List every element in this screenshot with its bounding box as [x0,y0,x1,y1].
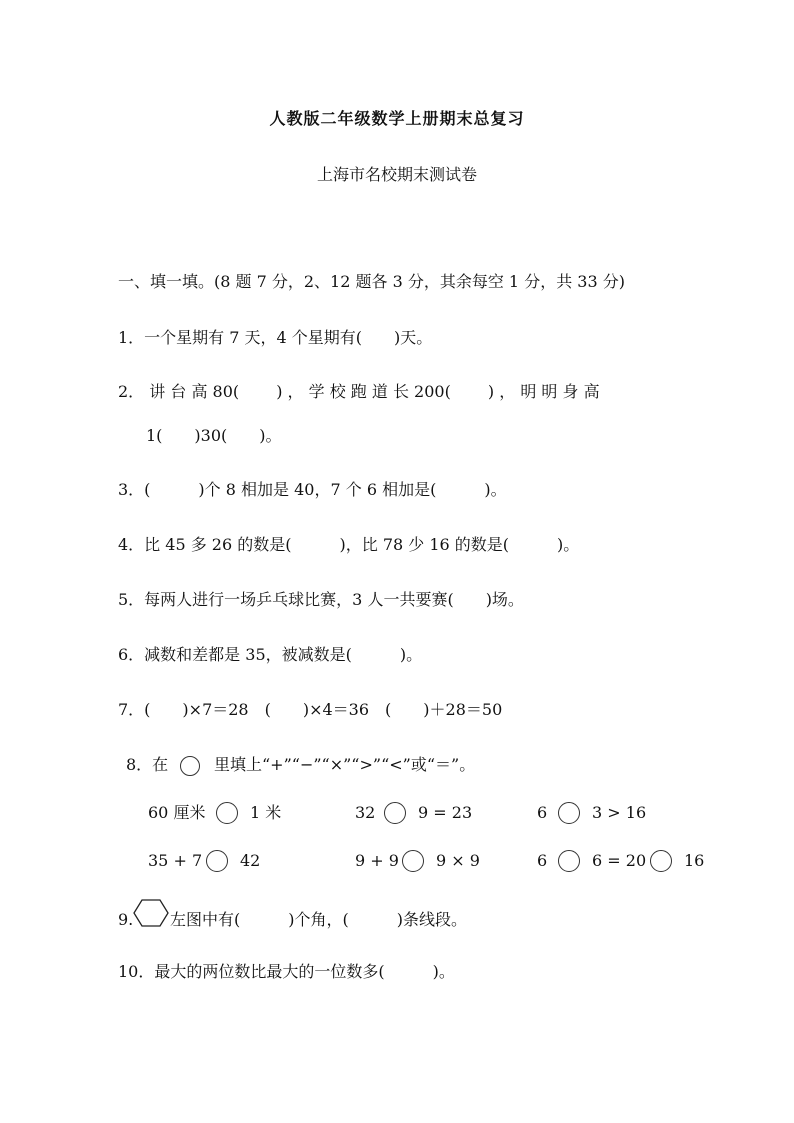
question-1: 1．一个星期有 7 天，4 个星期有( )天。 [118,328,433,347]
q8-r2-a-circle[interactable] [206,850,228,872]
question-10: 10．最大的两位数比最大的一位数多( )。 [118,962,455,981]
question-3: 3．( )个 8 相加是 40，7 个 6 相加是( )。 [118,480,507,499]
q8-r1-b-circle[interactable] [384,802,406,824]
q8-r1-a-left: 60 厘米 [148,803,206,822]
question-6: 6．减数和差都是 35，被减数是( )。 [118,645,423,664]
q8-r2-c-circle-1[interactable] [558,850,580,872]
q8-r2-a-left: 35 + 7 [148,851,203,870]
q8-r2-c-circle-2[interactable] [650,850,672,872]
question-5: 5．每两人进行一场乒乓球比赛，3 人一共要赛( )场。 [118,590,524,609]
q8-r2-b-left: 9 + 9 [355,851,399,870]
q8-r2-c-right: 16 [684,851,705,870]
q8-r2-b-right: 9 × 9 [436,851,480,870]
q8-r1-a-right: 1 米 [250,803,282,822]
q8-r2-b-circle[interactable] [402,850,424,872]
q8-r2-a-right: 42 [240,851,261,870]
question-9: 左图中有( )个角，( )条线段。 [170,910,467,929]
q8-r1-b-left: 32 [355,803,376,822]
question-7: 7．( )×7＝28 ( )×4＝36 ( )＋28＝50 [118,700,503,719]
q8-r2-c-mid: 6 = 20 [592,851,647,870]
q8-r1-c-circle[interactable] [558,802,580,824]
q8-r1-c-right: 3 > 16 [592,803,647,822]
question-2-line-2: 1( )30( )。 [146,426,282,445]
question-8-prefix: 8．在 [126,755,169,774]
question-9-number: 9. [118,910,134,929]
q8-r1-c-left: 6 [537,803,548,822]
q8-r1-b-right: 9 = 23 [418,803,473,822]
q8-r1-a-circle[interactable] [216,802,238,824]
question-4: 4．比 45 多 26 的数是( )，比 78 少 16 的数是( )。 [118,535,580,554]
hexagon-figure [132,898,170,928]
q8-r2-c-left: 6 [537,851,548,870]
question-8-instruction: 里填上“+”“−”“×”“>”“<”或“＝”。 [214,755,476,774]
answer-circle-example [180,756,200,776]
question-2-line-1: 2． 讲 台 高 80( ) ， 学 校 跑 道 长 200( ) ， 明 明 身 高 [118,382,600,401]
page-title: 人教版二年级数学上册期末总复习 [269,109,525,128]
page-subtitle: 上海市名校期末测试卷 [316,165,477,184]
section-heading: 一、填一填。(8 题 7 分，2、12 题各 3 分，其余每空 1 分，共 33 分) [118,272,625,291]
